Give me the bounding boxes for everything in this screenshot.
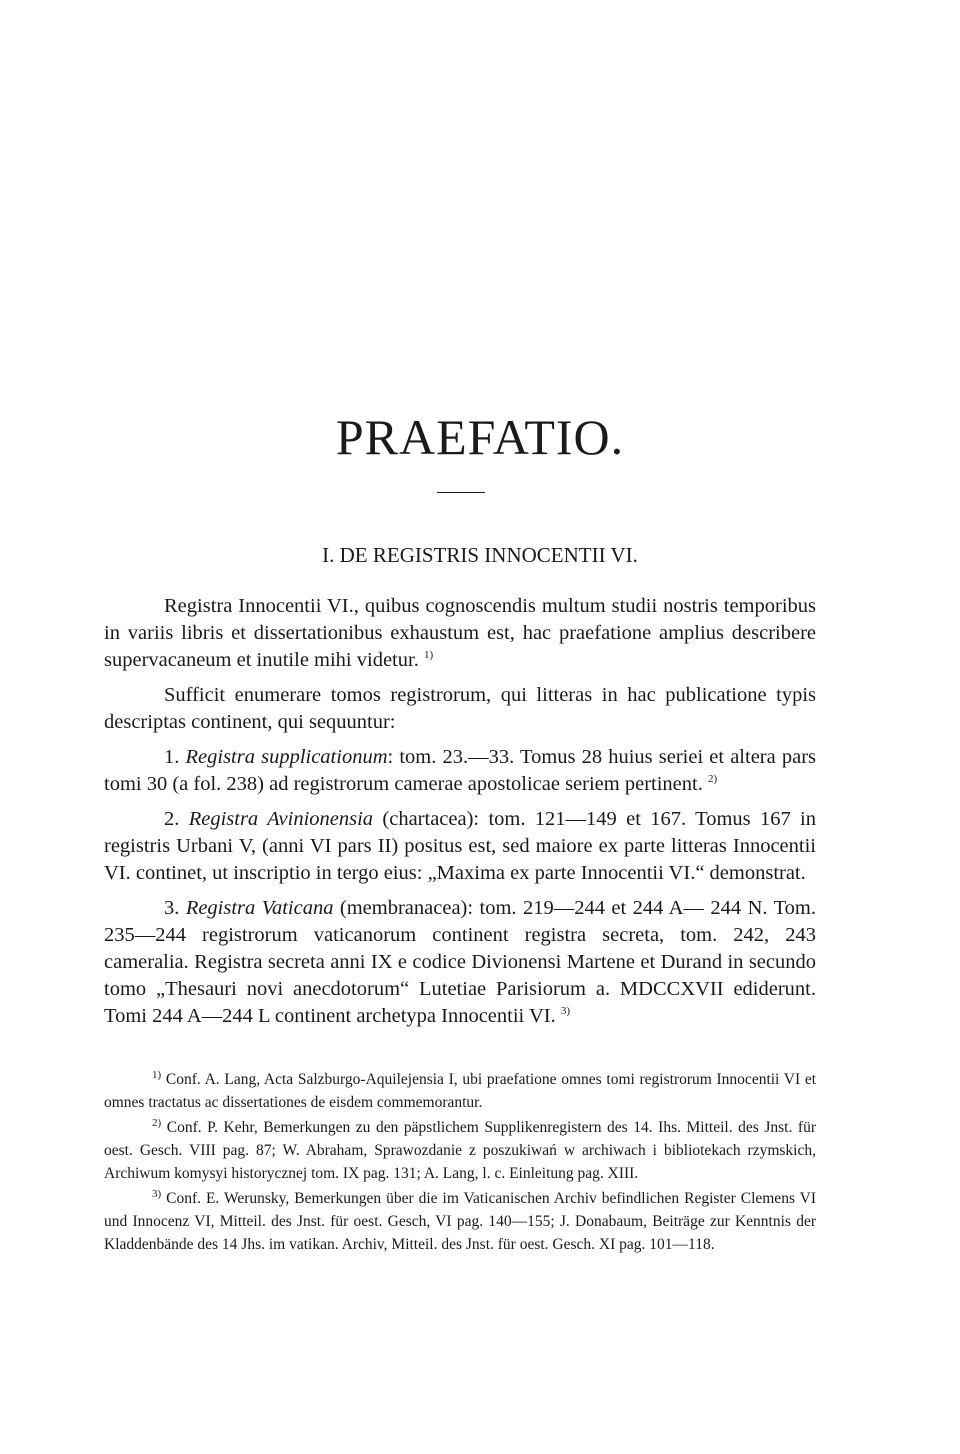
footnote-ref-2: 2) <box>707 773 718 786</box>
title-divider <box>437 492 485 493</box>
main-text <box>104 593 816 1030</box>
footnote-mark: 3) <box>152 1187 162 1200</box>
paragraph-item-2: 2. Registra Avinionensia (chartacea): tom. 121—149 et 167. Tomus 167 in registris Urbani V, (anni VI pars II) positus est, sed maiore ex parte litteras Innocentii VI. continet, ut inscriptio in tergo eius: „Maxima ex parte Innocentii VI.“ demonstrat. <box>104 808 816 884</box>
register-name: Registra supplicationum <box>185 746 388 768</box>
section-heading: I. DE REGISTRIS INNOCENTII VI. <box>322 543 638 567</box>
footnote-3: $^{3)}$ Conf. E. Werunsky, Bemerkungen über die im Vaticanischen Archiv befindlichen Register Clemens VI und Innocenz VI, Mitteil. des Jnst. für oest. Gesch, VI pag. 140—155; J. Donabaum, Beiträge zur Kenntnis der Kladdenbände des 14 Jhs. im vatikan. Archiv, Mitteil. des Jnst. für oest. Gesch. XI pag. 101—118. <box>104 1187 816 1253</box>
footnote-ref-3: 3) <box>560 1005 571 1018</box>
footnote-mark: 2) <box>152 1116 162 1129</box>
footnote-ref-1: 1) <box>423 649 434 662</box>
item-number: 3. <box>164 897 180 919</box>
register-name: Registra Avinionensia <box>188 808 374 830</box>
footnote-2: $^{2)}$ Conf. P. Kehr, Bemerkungen zu den päpstlichem Supplikenregistern des 14. Ihs. Mitteil. des Jnst. für oest. Gesch. VIII pag. 87; W. Abraham, Sprawozdanie z poszukiwań w archiwach i bibliotekach rzymskich, Archiwum komysyi historycznej tom. IX pag. 131; A. Lang, l. c. Einleitung pag. XIII. <box>104 1116 816 1182</box>
footnote-mark: 1) <box>152 1068 162 1081</box>
footnotes <box>104 1068 816 1258</box>
register-name: Registra Vaticana <box>185 897 334 919</box>
paragraph-item-1: 1. Registra supplicationum: tom. 23.—33. Tomus 28 huius seriei et altera pars tomi 30 (a fol. 238) ad registrorum camerae apostolicae seriem pertinent. $^{2)}$ <box>104 746 816 795</box>
page-title: PRAEFATIO. <box>335 409 625 465</box>
item-number: 2. <box>164 808 180 830</box>
item-number: 1. <box>164 746 180 768</box>
paragraph-enumeration: Sufficit enumerare tomos registrorum, qui litteras in hac publicatione typis descriptas continent, qui sequuntur: <box>104 684 816 733</box>
footnote-1: $^{1)}$ Conf. A. Lang, Acta Salzburgo-Aquilejensia I, ubi praefatione omnes tomi registrorum Innocentii VI et omnes tractatus ac dissertationes de eisdem commemorantur. <box>104 1068 817 1111</box>
paragraph-item-3: 3. Registra Vaticana (membranacea): tom. 219—244 et 244 A— 244 N. Tom. 235—244 registrorum vaticanorum continent registra secreta, tom. 242, 243 cameralia. Registra secreta anni IX e codice Divionensi Martene et Durand in secundo tomo „Thesauri novi anecdotorum“ Lutetiae Parisiorum a. MDCCXVII ediderunt. Tomi 244 A—244 L continent archetypa Innocentii VI. $^{3)}$ <box>104 897 816 1027</box>
paragraph-intro: Registra Innocentii VI., quibus cognoscendis multum studii nostris temporibus in variis libris et dissertationibus exhaustum est, hac praefatione amplius describere supervacaneum et inutile mihi videtur. $^{1)}$ <box>104 595 816 671</box>
